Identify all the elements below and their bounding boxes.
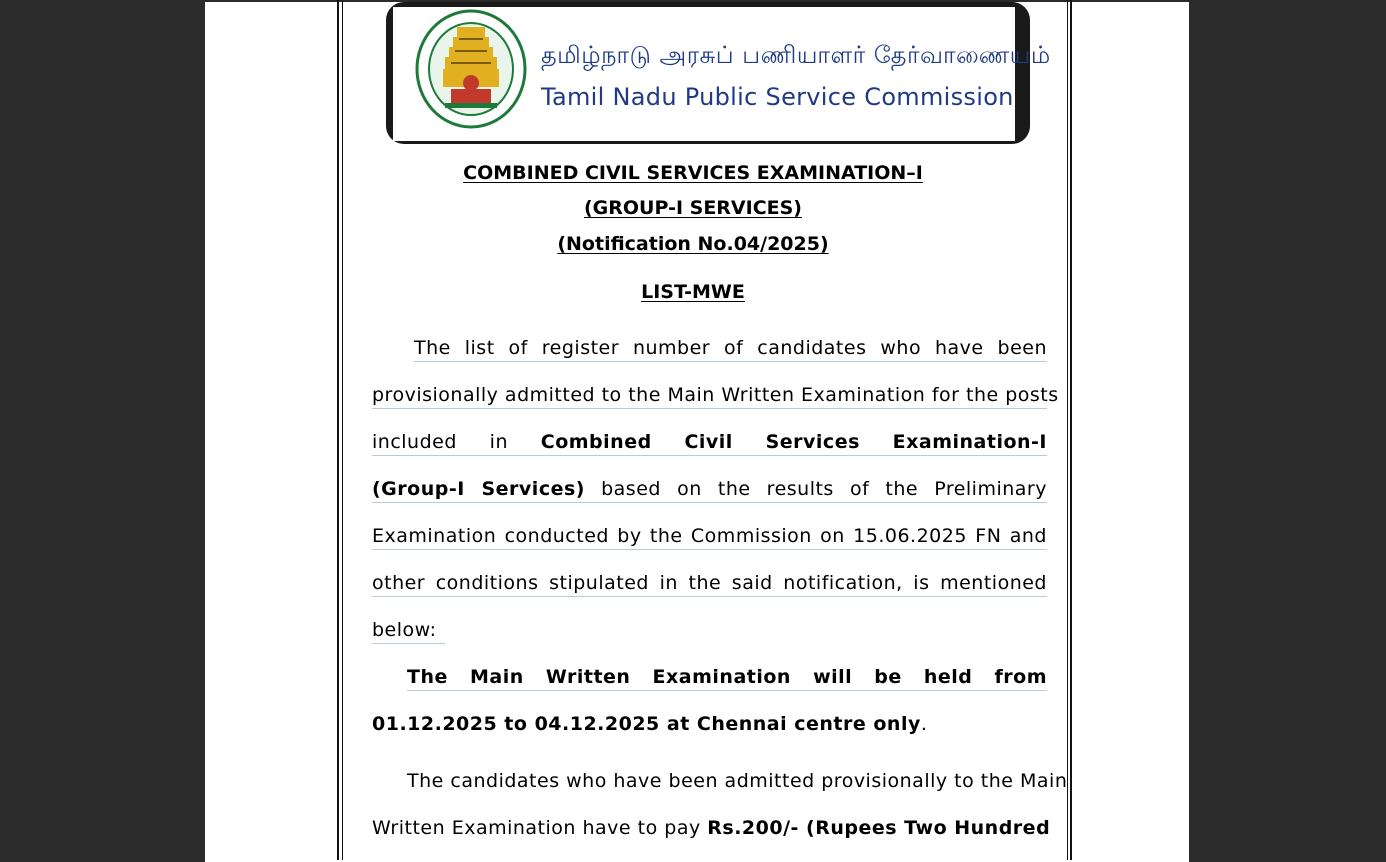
text-group-i-services: (Group-I Services) [372, 478, 585, 500]
text-exam-dates: 01.12.2025 to 04.12.2025 at Chennai centre only [372, 713, 921, 735]
text-written-exam-pay: Written Examination have to pay [372, 817, 708, 839]
text-based-on: based on the results of the Preliminary [584, 478, 1047, 500]
para1-line4 [372, 477, 1047, 503]
right-border-rule-inner [1067, 0, 1068, 860]
tamil-title: தமிழ்நாடு அரசுப் பணியாளர் தேர்வாணையம் [541, 41, 1051, 69]
para1-line2: provisionally admitted to the Main Written Examination for the posts [372, 383, 1047, 409]
text-civil: Civil [684, 431, 733, 453]
right-border-rule [1070, 0, 1072, 860]
text-fee-amount: Rs.200/- (Rupees Two Hundred [707, 817, 1051, 839]
text-combined: Combined [540, 431, 652, 453]
para2-line1: The Main Written Examination will be held from [407, 665, 1047, 691]
para2-line2 [372, 712, 1047, 737]
left-border-rule [337, 0, 339, 860]
text-in: in [489, 431, 508, 453]
para1-line3 [372, 430, 1047, 456]
text-services: Services [765, 431, 860, 453]
para1-line5: Examination conducted by the Commission on 15.06.2025 FN and [372, 524, 1047, 550]
text-examination-i: Examination-I [892, 431, 1047, 453]
list-title: LIST-MWE [641, 281, 745, 303]
tamil-nadu-emblem-icon [415, 9, 527, 129]
para1-line1: The list of register number of candidates who have been [414, 336, 1047, 362]
group-title: (GROUP-I SERVICES) [583, 197, 802, 219]
left-border-rule-inner [342, 0, 343, 860]
notification-title: (Notification No.04/2025) [557, 233, 829, 255]
text-period: . [920, 713, 928, 735]
para3-line1: The candidates who have been admitted provisionally to the Main [407, 770, 1068, 792]
exam-title: COMBINED CIVIL SERVICES EXAMINATION–I [463, 162, 923, 184]
para1-line6: other conditions stipulated in the said notification, is mentioned [372, 571, 1047, 597]
para1-line7: below: [372, 618, 445, 644]
text-included: included [372, 431, 457, 453]
english-title: Tamil Nadu Public Service Commission [541, 83, 1014, 111]
tnpsc-header-banner [386, 2, 1051, 144]
para3-line2 [372, 816, 1051, 841]
